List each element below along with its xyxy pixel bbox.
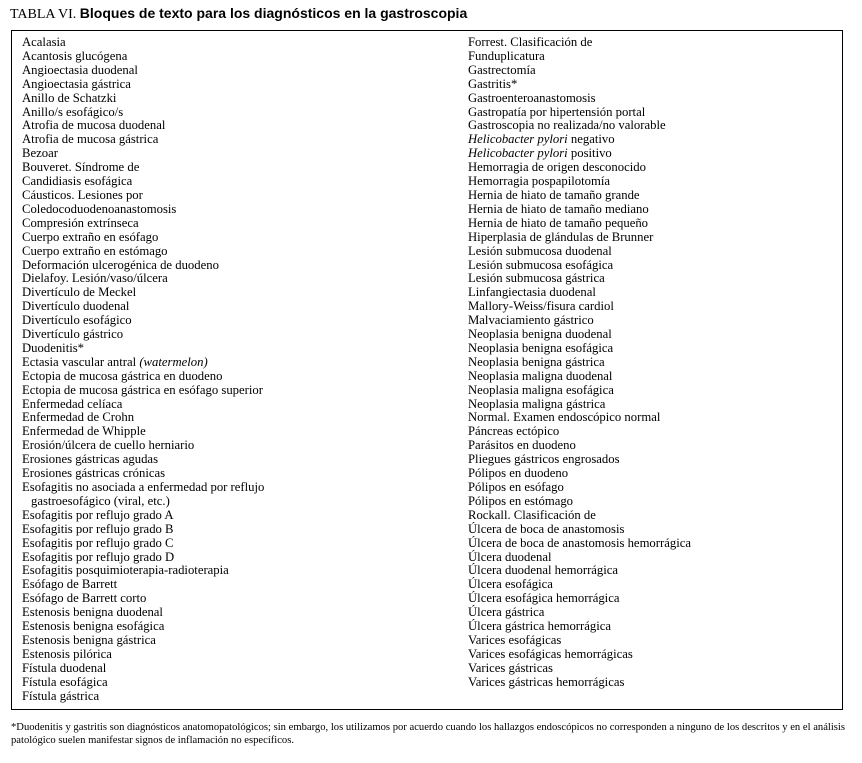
diagnosis-text: Acalasia: [22, 35, 66, 49]
diagnosis-item: [22, 133, 264, 147]
diagnosis-text: Úlcera duodenal hemorrágica: [468, 563, 619, 578]
diagnosis-text: Anillo de Schatzki: [22, 90, 117, 105]
diagnosis-text: Bouveret. Síndrome de: [22, 160, 140, 175]
diagnosis-item: [468, 509, 691, 523]
diagnosis-item: [468, 245, 691, 259]
diagnosis-item: [22, 551, 264, 565]
diagnosis-item: [22, 606, 264, 620]
diagnosis-item: [22, 92, 264, 106]
diagnosis-text: Varices gástricas hemorrágicas: [468, 674, 625, 689]
diagnosis-text: Esófago de Barrett: [22, 577, 118, 592]
diagnosis-item: [22, 259, 264, 273]
diagnosis-item: [22, 620, 264, 634]
diagnosis-text: Ectasia vascular antral: [22, 354, 140, 369]
diagnosis-item: [468, 495, 691, 509]
diagnosis-italic-text: Helicobacter pylori: [468, 132, 568, 147]
diagnosis-text: Úlcera gástrica: [468, 605, 545, 620]
diagnosis-text: Enfermedad celíaca: [22, 396, 123, 411]
diagnosis-text: Divertículo gástrico: [22, 327, 124, 342]
diagnosis-text: Rockall. Clasificación de: [468, 507, 596, 522]
diagnosis-item: [22, 411, 264, 425]
diagnosis-item: [22, 300, 264, 314]
diagnosis-text: Malvaciamiento gástrico: [468, 313, 594, 328]
diagnosis-item: [22, 564, 264, 578]
diagnosis-item: [22, 425, 264, 439]
diagnosis-item: [468, 592, 691, 606]
diagnosis-item: [468, 425, 691, 439]
diagnosis-item: [22, 106, 264, 120]
diagnosis-item: [22, 342, 264, 356]
diagnosis-item: [22, 175, 264, 189]
diagnosis-text: Hiperplasia de glándulas de Brunner: [468, 229, 654, 244]
diagnosis-text: Hemorragia de origen desconocido: [468, 160, 646, 175]
diagnosis-item: [22, 314, 264, 328]
diagnosis-item: [22, 203, 264, 217]
diagnosis-text: Erosiones gástricas crónicas: [22, 466, 166, 481]
diagnosis-text: Cáusticos. Lesiones por: [22, 187, 143, 202]
diagnosis-text: Estenosis benigna gástrica: [22, 632, 156, 647]
diagnosis-text: Estenosis benigna esofágica: [22, 619, 165, 634]
diagnosis-item: [468, 119, 691, 133]
diagnosis-text: Fístula gástrica: [22, 688, 100, 703]
diagnosis-text: Dielafoy. Lesión/vaso/úlcera: [22, 271, 168, 286]
diagnosis-item: [468, 551, 691, 565]
diagnosis-text: Angioectasia duodenal: [22, 62, 138, 77]
table-title: [10, 5, 467, 23]
diagnosis-text: Coledocoduodenoanastomosis: [22, 201, 177, 216]
diagnosis-suffix-text: positivo: [567, 146, 612, 161]
diagnosis-text: Cuerpo extraño en esófago: [22, 229, 159, 244]
diagnosis-item: [22, 523, 264, 537]
diagnosis-text: Gastroscopia no realizada/no valorable: [468, 118, 666, 133]
table-number: TABLA VI.: [10, 7, 77, 22]
diagnosis-text: Lesión submucosa duodenal: [468, 243, 612, 258]
right-column: [468, 36, 691, 690]
diagnosis-text: Úlcera gástrica hemorrágica: [468, 619, 612, 634]
diagnosis-text: Linfangiectasia duodenal: [468, 285, 596, 300]
diagnosis-item: [468, 356, 691, 370]
diagnosis-item: [468, 648, 691, 662]
diagnosis-item: [468, 328, 691, 342]
diagnosis-item: [468, 106, 691, 120]
diagnosis-item: [468, 523, 691, 537]
diagnosis-italic-text: (watermelon): [139, 354, 208, 369]
diagnosis-italic-text: Helicobacter pylori: [468, 146, 568, 161]
diagnosis-text: Mallory-Weiss/fisura cardiol: [468, 299, 614, 314]
diagnosis-text: Pliegues gástricos engrosados: [468, 452, 620, 467]
diagnosis-item: [22, 676, 264, 690]
diagnosis-text: Esofagitis no asociada a enfermedad por reflujo: [22, 480, 265, 494]
diagnosis-text: Úlcera esofágica: [468, 577, 553, 592]
diagnosis-item: [468, 36, 691, 50]
diagnosis-text: Hernia de hiato de tamaño pequeño: [468, 215, 649, 230]
diagnosis-item: [468, 634, 691, 648]
diagnosis-text: Neoplasia benigna gástrica: [468, 354, 605, 369]
diagnosis-item: [22, 147, 264, 161]
diagnosis-item: [468, 578, 691, 592]
diagnosis-item: [468, 147, 691, 161]
diagnosis-item: [468, 342, 691, 356]
diagnosis-item: [468, 481, 691, 495]
diagnosis-item: [22, 634, 264, 648]
diagnosis-item: [468, 217, 691, 231]
diagnosis-text: Pólipos en estómago: [468, 493, 574, 508]
diagnosis-text: Varices gástricas: [468, 660, 553, 675]
diagnosis-item: [468, 300, 691, 314]
diagnosis-text: Fístula duodenal: [22, 660, 107, 675]
diagnosis-text: Candidiasis esofágica: [22, 174, 133, 189]
diagnosis-text: Neoplasia maligna gástrica: [468, 396, 606, 411]
diagnosis-item: [22, 36, 264, 50]
diagnosis-text: Enfermedad de Whipple: [22, 424, 146, 439]
diagnosis-item: [22, 231, 264, 245]
diagnosis-item: [468, 78, 691, 92]
diagnosis-item: [22, 161, 264, 175]
diagnosis-text: Atrofia de mucosa duodenal: [22, 118, 166, 133]
diagnosis-text: Páncreas ectópico: [468, 424, 560, 439]
diagnosis-text: Ectopia de mucosa gástrica en esófago superior: [22, 382, 263, 397]
diagnosis-item: [22, 78, 264, 92]
diagnosis-text: Pólipos en duodeno: [468, 466, 569, 481]
diagnosis-text: Úlcera de boca de anastomosis hemorrágica: [468, 535, 691, 550]
footnote: *Duodenitis y gastritis son diagnósticos anatomopatológicos; sin embargo, los utilizamos por acuerdo cuando los hallazgos endoscópicos no corresponden a ninguno de los descritos y en el análisis patológico suelen manifestar signos de inflamación no específicos.: [11, 722, 845, 746]
diagnosis-item: [468, 189, 691, 203]
diagnosis-item: [468, 133, 691, 147]
diagnosis-text: Angioectasia gástrica: [22, 76, 131, 91]
diagnosis-item: [468, 606, 691, 620]
diagnosis-item: [22, 467, 264, 481]
diagnosis-item: [468, 231, 691, 245]
diagnosis-text: Úlcera duodenal: [468, 549, 552, 564]
diagnosis-item: [468, 161, 691, 175]
diagnosis-text: Hernia de hiato de tamaño mediano: [468, 201, 649, 216]
diagnosis-text: Erosiones gástricas agudas: [22, 452, 159, 467]
diagnosis-text: Ectopia de mucosa gástrica en duodeno: [22, 368, 223, 383]
diagnosis-text: Fístula esofágica: [22, 674, 108, 689]
diagnosis-text: Varices esofágicas hemorrágicas: [468, 646, 633, 661]
diagnosis-item: [468, 92, 691, 106]
diagnosis-item: [468, 314, 691, 328]
diagnosis-text: Acantosis glucógena: [22, 48, 128, 63]
diagnosis-text: Esofagitis por reflujo grado B: [22, 521, 174, 536]
diagnosis-text: Esofagitis por reflujo grado C: [22, 535, 174, 550]
diagnosis-text: Gastrectomía: [468, 62, 536, 77]
diagnosis-item: [468, 64, 691, 78]
diagnosis-text: Gastropatía por hipertensión portal: [468, 104, 646, 119]
diagnosis-text: Parásitos en duodeno: [468, 438, 576, 453]
diagnosis-text: Neoplasia benigna duodenal: [468, 327, 612, 342]
diagnosis-text: Gastroenteroanastomosis: [468, 90, 596, 105]
diagnosis-item: [468, 662, 691, 676]
diagnosis-text: Esofagitis por reflujo grado A: [22, 507, 174, 522]
diagnosis-item: [468, 384, 691, 398]
diagnosis-text: Esófago de Barrett corto: [22, 591, 147, 606]
diagnosis-text: Bezoar: [22, 146, 58, 161]
diagnosis-text: Divertículo esofágico: [22, 313, 132, 328]
diagnosis-item: [22, 690, 264, 704]
diagnosis-text: Neoplasia maligna esofágica: [468, 382, 614, 397]
diagnosis-item: [468, 370, 691, 384]
table-caption: Bloques de texto para los diagnósticos en la gastroscopia: [79, 5, 468, 21]
diagnosis-item: [22, 245, 264, 259]
diagnosis-item: [22, 356, 264, 370]
diagnosis-item: [468, 620, 691, 634]
diagnosis-item: [22, 217, 264, 231]
diagnosis-text: Hernia de hiato de tamaño grande: [468, 187, 640, 202]
diagnosis-text: Neoplasia benigna esofágica: [468, 340, 614, 355]
diagnosis-item: [468, 203, 691, 217]
diagnosis-text: Anillo/s esofágico/s: [22, 104, 124, 119]
diagnosis-text: Úlcera esofágica hemorrágica: [468, 591, 620, 606]
diagnosis-text: Duodenitis*: [22, 340, 85, 355]
diagnosis-item: [22, 370, 264, 384]
diagnosis-suffix-text: negativo: [567, 132, 615, 147]
diagnosis-text: Normal. Examen endoscópico normal: [468, 410, 661, 425]
diagnosis-text: Erosión/úlcera de cuello herniario: [22, 438, 195, 453]
diagnosis-text: Estenosis pilórica: [22, 646, 112, 661]
diagnosis-item: [468, 537, 691, 551]
diagnosis-text: Enfermedad de Crohn: [22, 410, 135, 425]
diagnosis-item: [22, 439, 264, 453]
diagnosis-item: [468, 272, 691, 286]
diagnosis-text: Pólipos en esófago: [468, 480, 564, 494]
diagnosis-text: Varices esofágicas: [468, 632, 562, 647]
diagnosis-item: [22, 189, 264, 203]
diagnosis-text: Estenosis benigna duodenal: [22, 605, 163, 620]
diagnosis-item: [468, 439, 691, 453]
diagnosis-item: [22, 592, 264, 606]
diagnosis-text: gastroesofágico (viral, etc.): [31, 493, 170, 508]
diagnosis-item: [468, 398, 691, 412]
diagnosis-text: Úlcera de boca de anastomosis: [468, 521, 625, 536]
diagnosis-item: [468, 411, 691, 425]
diagnosis-text: Divertículo de Meckel: [22, 285, 137, 300]
diagnosis-item: [468, 564, 691, 578]
diagnosis-text: Atrofia de mucosa gástrica: [22, 132, 159, 147]
diagnosis-item: [22, 272, 264, 286]
diagnosis-text: Lesión submucosa gástrica: [468, 271, 605, 286]
diagnosis-item: [22, 286, 264, 300]
diagnosis-text: Deformación ulcerogénica de duodeno: [22, 257, 219, 272]
diagnosis-item: [468, 676, 691, 690]
diagnosis-text: Cuerpo extraño en estómago: [22, 243, 168, 258]
diagnosis-item: [468, 259, 691, 273]
diagnosis-text: Divertículo duodenal: [22, 299, 130, 314]
diagnosis-item: [22, 662, 264, 676]
diagnosis-item: [22, 481, 264, 495]
diagnosis-item: [22, 453, 264, 467]
left-column: [22, 36, 264, 704]
diagnosis-item: [22, 64, 264, 78]
diagnosis-item: [22, 384, 264, 398]
diagnosis-text: Compresión extrínseca: [22, 215, 139, 230]
diagnosis-text: Esofagitis por reflujo grado D: [22, 549, 175, 564]
diagnosis-item: [22, 578, 264, 592]
diagnosis-text: Forrest. Clasificación de: [468, 35, 593, 49]
diagnosis-item: [22, 648, 264, 662]
diagnosis-text: Lesión submucosa esofágica: [468, 257, 614, 272]
diagnosis-item: [468, 453, 691, 467]
diagnosis-item: [22, 328, 264, 342]
diagnosis-item: [468, 50, 691, 64]
diagnosis-item: [468, 467, 691, 481]
diagnosis-item: [22, 398, 264, 412]
diagnosis-item: [22, 537, 264, 551]
diagnosis-item: [22, 50, 264, 64]
diagnosis-text: Funduplicatura: [468, 48, 545, 63]
diagnosis-table: [11, 30, 843, 710]
diagnosis-item: [22, 119, 264, 133]
diagnosis-text: Neoplasia maligna duodenal: [468, 368, 613, 383]
diagnosis-text: Esofagitis posquimioterapia-radioterapia: [22, 563, 229, 578]
diagnosis-item: [22, 509, 264, 523]
diagnosis-item: [468, 286, 691, 300]
diagnosis-text: Gastritis*: [468, 76, 518, 91]
diagnosis-item: [468, 175, 691, 189]
diagnosis-item: [22, 495, 264, 509]
diagnosis-text: Hemorragia pospapilotomía: [468, 174, 610, 189]
